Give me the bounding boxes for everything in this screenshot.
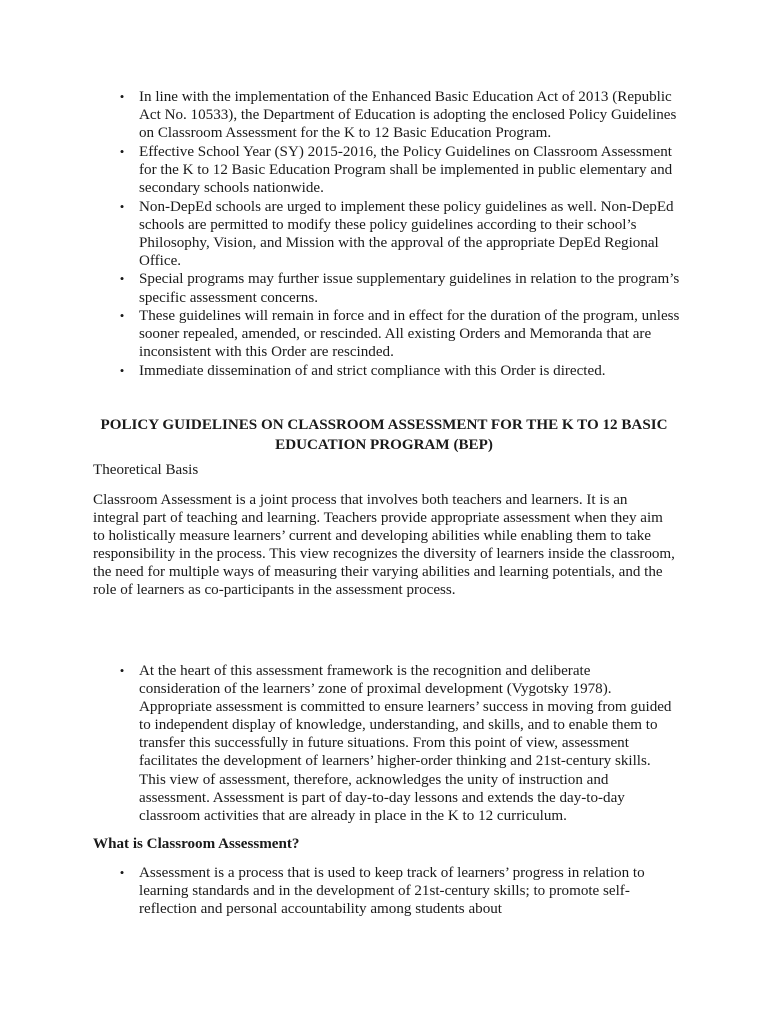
bullet-text: These guidelines will remain in force and in effect for the duration of the program, unless sooner repealed, amended, or rescinded. All existing Orders and Memoranda that are inconsistent with this Order are rescinded. — [139, 308, 680, 361]
bullet-text: At the heart of this assessment framework is the recognition and deliberate consideration of the learners’ zone of proximal development (Vygotsky 1978). Appropriate assessment is committed to ensure learners’ success in moving from guided to independent display of knowledge, understanding, and skills, and to enable them to transfer this successfully in future situations. From this point of view, assessment facilitates the development of learners’ higher-order thinking and 21st-century skills. This view of assessment, therefore, acknowledges the unity of instruction and assessment. Assessment is part of day-to-day lessons and extends the day-to-day classroom activities that are already in place in the K to 12 curriculum. — [139, 663, 672, 824]
theoretical-basis-bullet-list — [119, 662, 674, 825]
bullet-icon: • — [119, 865, 125, 880]
list-item — [119, 662, 674, 825]
bullet-icon: • — [119, 143, 125, 159]
intro-bullet-list — [119, 88, 684, 381]
list-item — [119, 88, 684, 142]
list-item — [119, 864, 674, 918]
bullet-text: In line with the implementation of the Enhanced Basic Education Act of 2013 (Republic Act No. 10533), the Department of Education is adopting the enclosed Policy Guidelines on Classroom Assessment for the K to 12 Basic Education Program. — [139, 89, 677, 142]
list-item — [119, 307, 684, 361]
bullet-text: Special programs may further issue supplementary guidelines in relation to the program’s specific assessment concerns. — [139, 271, 680, 306]
list-item — [119, 270, 684, 306]
bullet-icon: • — [119, 362, 125, 378]
bullet-text: Effective School Year (SY) 2015-2016, the Policy Guidelines on Classroom Assessment for the K to 12 Basic Education Program shall be implemented in public elementary and secondary schools nationwide. — [139, 143, 673, 196]
bullet-icon: • — [119, 271, 125, 287]
bullet-icon: • — [119, 308, 125, 324]
bullet-text: Non-DepEd schools are urged to implement these policy guidelines as well. Non-DepEd schools are permitted to modify these policy guidelines according to their school’s Philosophy, Vision, and Mission with the approval of the appropriate DepEd Regional Office. — [139, 198, 674, 269]
bullet-text: Assessment is a process that is used to keep track of learners’ progress in relation to learning standards and in the development of 21st-century skills; to promote self-reflection and personal accountability among students about — [139, 865, 645, 918]
theoretical-basis-paragraph: Classroom Assessment is a joint process that involves both teachers and learners. It is an integral part of teaching and learning. Teachers provide appropriate assessment when they aim to holistically measure learners’ current and developing abilities while enabling them to take responsibility in the process. This view recognizes the diversity of learners inside the classroom, the need for multiple ways of measuring their varying abilities and learning potentials, and the role of learners as co-participants in the assessment process. — [93, 492, 675, 599]
list-item — [119, 362, 684, 380]
list-item — [119, 143, 684, 197]
list-item — [119, 198, 684, 270]
bullet-icon: • — [119, 89, 125, 104]
what-is-bullet-list — [119, 864, 674, 918]
theoretical-basis-title: Theoretical Basis — [93, 462, 199, 478]
bullet-text: Immediate dissemination of and strict compliance with this Order is directed. — [139, 362, 606, 379]
bullet-icon: • — [119, 663, 125, 678]
bullet-icon: • — [119, 198, 125, 214]
main-heading: POLICY GUIDELINES ON CLASSROOM ASSESSMENT FOR THE K TO 12 BASIC EDUCATION PROGRAM (BEP) — [100, 417, 668, 453]
what-is-assessment-title: What is Classroom Assessment? — [93, 836, 300, 852]
